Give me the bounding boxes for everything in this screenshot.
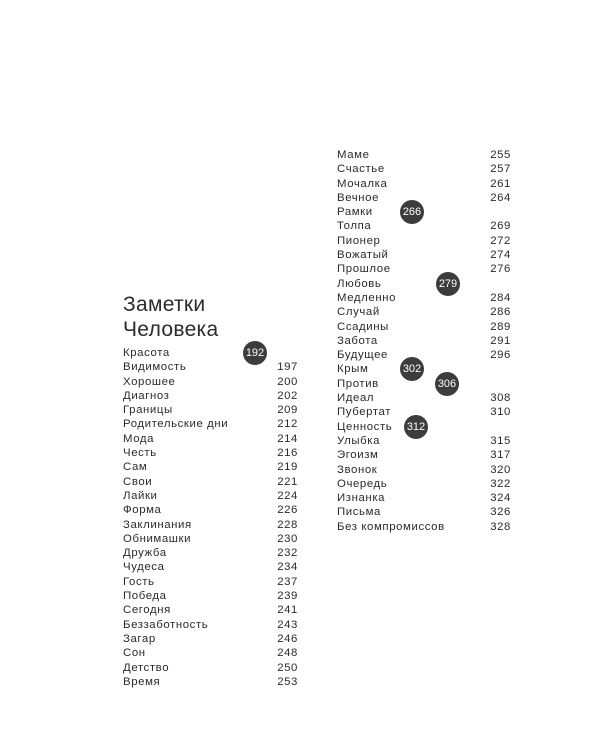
toc-entry-page-number: 272 bbox=[490, 234, 511, 247]
toc-entry-title: Рамки bbox=[337, 206, 373, 219]
toc-entry-page-number: 274 bbox=[490, 249, 511, 262]
toc-entry-page-number: 212 bbox=[277, 418, 298, 431]
toc-entry[interactable] bbox=[337, 391, 511, 405]
toc-entry[interactable] bbox=[337, 434, 511, 448]
section-title-line-2: Человека bbox=[123, 318, 219, 341]
toc-entry-title: Детство bbox=[123, 661, 170, 674]
toc-entry-page-number: 324 bbox=[490, 492, 511, 505]
toc-entry-page-number: 224 bbox=[277, 489, 298, 502]
toc-entry-page-number: 241 bbox=[277, 604, 298, 617]
toc-entry-title: Счастье bbox=[337, 163, 385, 176]
toc-entry[interactable] bbox=[337, 305, 511, 319]
toc-entry[interactable] bbox=[337, 334, 511, 348]
toc-entry[interactable] bbox=[337, 463, 511, 477]
toc-entry-page-number: 250 bbox=[277, 661, 298, 674]
toc-entry-title: Сегодня bbox=[123, 604, 171, 617]
toc-entry-title: Честь bbox=[123, 447, 157, 460]
toc-entry-title: Вечное bbox=[337, 191, 380, 204]
toc-entry-title: Хорошее bbox=[123, 375, 176, 388]
toc-entry-page-badge: 192 bbox=[243, 341, 267, 365]
toc-entry[interactable] bbox=[337, 291, 511, 305]
toc-entry[interactable] bbox=[123, 575, 298, 589]
toc-entry[interactable] bbox=[123, 546, 298, 560]
toc-entry[interactable] bbox=[123, 618, 298, 632]
toc-entry-title: Без компромиссов bbox=[337, 520, 445, 533]
toc-entry[interactable] bbox=[337, 234, 511, 248]
toc-entry-title: Вожатый bbox=[337, 249, 389, 262]
toc-entry-title: Очередь bbox=[337, 477, 388, 490]
toc-entry-page-number: 200 bbox=[277, 375, 298, 388]
toc-entry-page-number: 257 bbox=[490, 163, 511, 176]
toc-entry-title: Чудеса bbox=[123, 561, 165, 574]
toc-entry-title: Беззаботность bbox=[123, 618, 209, 631]
toc-entry-page-number: 243 bbox=[277, 618, 298, 631]
toc-entry-page-number: 202 bbox=[277, 389, 298, 402]
toc-entry-title: Время bbox=[123, 675, 161, 688]
toc-entry[interactable] bbox=[337, 191, 511, 205]
toc-entry-page-number: 239 bbox=[277, 590, 298, 603]
toc-entry[interactable] bbox=[123, 560, 298, 574]
toc-entry-title: Медленно bbox=[337, 291, 397, 304]
toc-entry[interactable] bbox=[123, 460, 298, 474]
toc-entry-page-number: 310 bbox=[490, 406, 511, 419]
toc-entry-page-number: 214 bbox=[277, 432, 298, 445]
toc-right-column bbox=[337, 148, 511, 534]
toc-entry-title: Крым bbox=[337, 363, 369, 376]
toc-entry-page-number: 264 bbox=[490, 191, 511, 204]
toc-entry-title: Любовь bbox=[337, 277, 382, 290]
toc-entry-page-badge: 279 bbox=[436, 272, 460, 296]
toc-entry[interactable] bbox=[123, 489, 298, 503]
toc-entry[interactable] bbox=[123, 646, 298, 660]
toc-entry-title: Эгоизм bbox=[337, 449, 379, 462]
toc-entry-title: Случай bbox=[337, 306, 380, 319]
toc-entry-page-badge: 306 bbox=[435, 372, 459, 396]
toc-entry[interactable] bbox=[337, 277, 511, 291]
toc-entry-page-number: 289 bbox=[490, 320, 511, 333]
toc-entry-title: Мочалка bbox=[337, 177, 388, 190]
toc-entry-title: Границы bbox=[123, 404, 173, 417]
toc-entry-page-number: 317 bbox=[490, 449, 511, 462]
toc-entry-page-number: 237 bbox=[277, 575, 298, 588]
toc-entry-page-number: 232 bbox=[277, 547, 298, 560]
toc-entry-page-number: 219 bbox=[277, 461, 298, 474]
toc-entry-page-number: 322 bbox=[490, 477, 511, 490]
toc-entry-page-number: 320 bbox=[490, 463, 511, 476]
toc-entry-title: Маме bbox=[337, 149, 370, 161]
toc-entry[interactable] bbox=[337, 348, 511, 362]
toc-entry[interactable] bbox=[337, 219, 511, 233]
toc-entry[interactable] bbox=[337, 148, 511, 162]
toc-entry-title: Свои bbox=[123, 475, 153, 488]
toc-entry-title: Заклинания bbox=[123, 518, 192, 531]
toc-entry[interactable] bbox=[123, 360, 298, 374]
toc-entry-title: Против bbox=[337, 377, 379, 390]
toc-entry-page-number: 308 bbox=[490, 392, 511, 405]
toc-entry-title: Пионер bbox=[337, 234, 381, 247]
toc-entry-page-number: 286 bbox=[490, 306, 511, 319]
toc-entry[interactable] bbox=[123, 661, 298, 675]
toc-entry-page-number: 230 bbox=[277, 532, 298, 545]
toc-entry-title: Прошлое bbox=[337, 263, 391, 276]
toc-entry-title: Обнимашки bbox=[123, 532, 192, 545]
toc-entry[interactable] bbox=[337, 505, 511, 519]
toc-entry[interactable] bbox=[337, 362, 511, 376]
toc-entry-title: Сон bbox=[123, 647, 146, 660]
toc-entry[interactable] bbox=[337, 320, 511, 334]
toc-entry-page-number: 221 bbox=[277, 475, 298, 488]
toc-entry-title: Мода bbox=[123, 432, 155, 445]
toc-entry-page-number: 197 bbox=[277, 361, 298, 374]
toc-entry[interactable] bbox=[337, 205, 511, 219]
toc-entry-title: Ссадины bbox=[337, 320, 389, 333]
toc-entry-page-number: 248 bbox=[277, 647, 298, 660]
toc-entry[interactable] bbox=[123, 675, 298, 689]
toc-entry-title: Изнанка bbox=[337, 492, 386, 505]
toc-entry-page-number: 255 bbox=[490, 149, 511, 161]
toc-entry[interactable] bbox=[123, 503, 298, 517]
toc-entry-title: Толпа bbox=[337, 220, 372, 233]
toc-entry[interactable] bbox=[337, 162, 511, 176]
toc-entry-title: Видимость bbox=[123, 361, 187, 374]
toc-entry-title: Улыбка bbox=[337, 434, 380, 447]
toc-entry-page-number: 326 bbox=[490, 506, 511, 519]
toc-entry[interactable] bbox=[123, 632, 298, 646]
toc-entry-page-number: 315 bbox=[490, 434, 511, 447]
toc-entry-page-number: 261 bbox=[490, 177, 511, 190]
toc-entry[interactable] bbox=[337, 248, 511, 262]
toc-entry-page-number: 228 bbox=[277, 518, 298, 531]
toc-entry-title: Родительские дни bbox=[123, 418, 229, 431]
toc-entry[interactable] bbox=[337, 520, 511, 534]
toc-entry-title: Пубертат bbox=[337, 406, 392, 419]
section-title-line-1: Заметки bbox=[123, 293, 206, 316]
toc-entry-title: Звонок bbox=[337, 463, 378, 476]
toc-entry[interactable] bbox=[123, 589, 298, 603]
toc-entry[interactable] bbox=[337, 377, 511, 391]
toc-entry[interactable] bbox=[123, 475, 298, 489]
toc-entry[interactable] bbox=[337, 262, 511, 276]
toc-entry[interactable] bbox=[123, 532, 298, 546]
toc-entry[interactable] bbox=[123, 389, 298, 403]
toc-entry[interactable] bbox=[123, 375, 298, 389]
toc-entry-title: Ценность bbox=[337, 420, 393, 433]
toc-entry[interactable] bbox=[123, 603, 298, 617]
toc-entry-page-number: 276 bbox=[490, 263, 511, 276]
toc-entry-page-number: 284 bbox=[490, 291, 511, 304]
toc-entry[interactable] bbox=[337, 420, 511, 434]
toc-entry-page-number: 253 bbox=[277, 675, 298, 688]
toc-entry-page-number: 328 bbox=[490, 520, 511, 533]
toc-left-column bbox=[123, 346, 298, 689]
toc-entry-page-number: 226 bbox=[277, 504, 298, 517]
toc-entry-title: Победа bbox=[123, 590, 167, 603]
toc-entry-page-number: 296 bbox=[490, 349, 511, 362]
toc-entry-page-number: 246 bbox=[277, 632, 298, 645]
toc-entry-title: Будущее bbox=[337, 349, 388, 362]
toc-entry-title: Лайки bbox=[123, 489, 158, 502]
toc-entry-title: Форма bbox=[123, 504, 162, 517]
toc-entry[interactable] bbox=[123, 417, 298, 431]
toc-entry[interactable] bbox=[337, 491, 511, 505]
toc-entry[interactable] bbox=[123, 432, 298, 446]
toc-entry[interactable] bbox=[337, 177, 511, 191]
toc-entry-page-number: 209 bbox=[277, 404, 298, 417]
toc-entry-title: Диагноз bbox=[123, 389, 170, 402]
toc-entry-page-badge: 302 bbox=[400, 357, 424, 381]
toc-entry-page-number: 269 bbox=[490, 220, 511, 233]
toc-entry-title: Сам bbox=[123, 461, 148, 474]
toc-entry-page-number: 216 bbox=[277, 447, 298, 460]
toc-entry-title: Гость bbox=[123, 575, 155, 588]
toc-entry-title: Забота bbox=[337, 334, 378, 347]
toc-entry[interactable] bbox=[337, 448, 511, 462]
toc-entry[interactable] bbox=[337, 477, 511, 491]
section-title bbox=[123, 292, 218, 342]
toc-entry-title: Дружба bbox=[123, 547, 167, 560]
toc-entry[interactable] bbox=[123, 446, 298, 460]
toc-entry-page-number: 234 bbox=[277, 561, 298, 574]
toc-entry-title: Красота bbox=[123, 347, 170, 359]
toc-entry-title: Идеал bbox=[337, 392, 375, 405]
toc-entry-page-badge: 266 bbox=[400, 200, 424, 224]
toc-entry[interactable] bbox=[123, 518, 298, 532]
toc-entry-title: Загар bbox=[123, 632, 156, 645]
toc-entry-page-badge: 312 bbox=[404, 415, 428, 439]
toc-entry-title: Письма bbox=[337, 506, 381, 519]
toc-entry-page-number: 291 bbox=[490, 334, 511, 347]
toc-entry[interactable] bbox=[123, 403, 298, 417]
toc-entry[interactable] bbox=[123, 346, 298, 360]
